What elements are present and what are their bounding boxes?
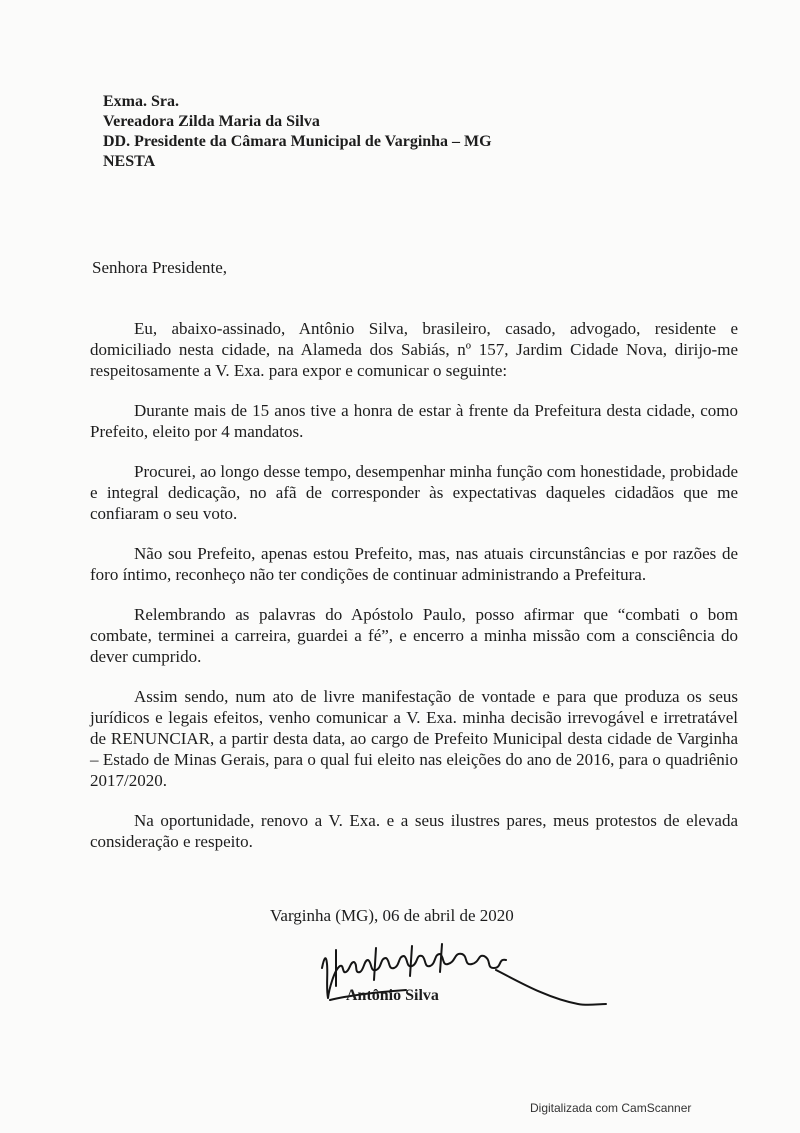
addressee-block (103, 92, 492, 172)
body-paragraph: Eu, abaixo-assinado, Antônio Silva, brasileiro, casado, advogado, residente e domiciliado nesta cidade, na Alameda dos Sabiás, nº 157, Jardim Cidade Nova, dirijo-me respeitosamente a V. Exa. para expor e comunicar o seguinte: (90, 319, 738, 380)
addressee-name: Vereadora Zilda Maria da Silva (103, 113, 320, 130)
body-paragraph: Na oportunidade, renovo a V. Exa. e a seus ilustres pares, meus protestos de elevada consideração e respeito. (90, 811, 738, 851)
handwritten-signature (316, 940, 616, 1020)
body-paragraph: Procurei, ao longo desse tempo, desempenhar minha função com honestidade, probidade e integral dedicação, no afã de corresponder às expectativas daqueles cidadãos que me confiaram o seu voto. (90, 462, 738, 523)
body-paragraph: Relembrando as palavras do Apóstolo Paulo, posso afirmar que “combati o bom combate, terminei a carreira, guardei a fé”, e encerro a minha missão com a consciência do dever cumprido. (90, 605, 738, 666)
addressee-locale: NESTA (103, 153, 156, 170)
signer-name: Antônio Silva (346, 987, 439, 1004)
letter-body (90, 318, 738, 871)
body-paragraph: Assim sendo, num ato de livre manifestação de vontade e para que produza os seus jurídicos e legais efeitos, venho comunicar a V. Exa. minha decisão irrevogável e irretratável de RENUNCIAR, a partir desta data, ao cargo de Prefeito Municipal desta cidade de Varginha – Estado de Minas Gerais, para o qual fui eleito nas eleições do ano de 2016, para o quadriênio 2017/2020. (90, 687, 738, 790)
salutation: Senhora Presidente, (92, 258, 228, 277)
dateline: Varginha (MG), 06 de abril de 2020 (270, 906, 514, 925)
scanner-watermark: Digitalizada com CamScanner (530, 1101, 692, 1115)
addressee-title: Exma. Sra. (103, 93, 179, 110)
body-paragraph: Durante mais de 15 anos tive a honra de estar à frente da Prefeitura desta cidade, como Prefeito, eleito por 4 mandatos. (90, 401, 738, 441)
body-paragraph: Não sou Prefeito, apenas estou Prefeito, mas, nas atuais circunstâncias e por razões de foro íntimo, reconheço não ter condições de continuar administrando a Prefeitura. (90, 544, 738, 584)
addressee-role: DD. Presidente da Câmara Municipal de Varginha – MG (103, 133, 492, 150)
